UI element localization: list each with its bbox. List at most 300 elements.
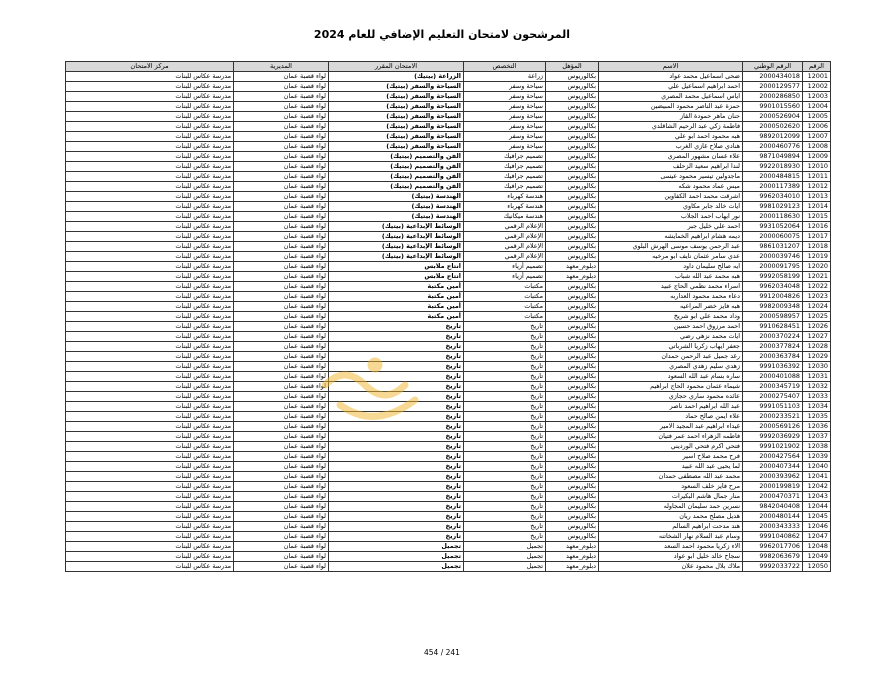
exam-center-cell: مدرسة عكاس للبنات [66,392,234,402]
name-cell: عبد الله ابراهيم احمد ناصر [599,402,743,412]
seat-number-cell: 12034 [803,402,831,412]
table-row [66,412,831,422]
exam-center-cell: مدرسة عكاس للبنات [66,362,234,372]
specialization-cell: تاريخ [464,502,546,512]
national-id-cell: 9910628451 [743,322,803,332]
assigned-exam-cell: تاريخ [329,332,464,342]
name-cell: هند مدحت ابراهيم السالم [599,522,743,532]
table-row [66,292,831,302]
exam-center-cell: مدرسة عكاس للبنات [66,562,234,572]
assigned-exam-cell: السياحة والسفر (بيتيك) [329,142,464,152]
specialization-cell: تاريخ [464,332,546,342]
directorate-cell: لواء قصبة عمان [234,122,329,132]
qualification-cell: بكالوريوس [546,362,599,372]
specialization-cell: سياحة وسفر [464,112,546,122]
directorate-cell: لواء قصبة عمان [234,282,329,292]
table-row [66,222,831,232]
directorate-cell: لواء قصبة عمان [234,522,329,532]
specialization-cell: تاريخ [464,532,546,542]
directorate-cell: لواء قصبة عمان [234,442,329,452]
exam-center-cell: مدرسة عكاس للبنات [66,212,234,222]
assigned-exam-cell: الزراعة (بيتيك) [329,72,464,82]
name-cell: رغد جميل عبد الرحمن حمدان [599,352,743,362]
exam-center-cell: مدرسة عكاس للبنات [66,272,234,282]
table-row [66,552,831,562]
qualification-cell: دبلوم_معهد [546,542,599,552]
directorate-cell: لواء قصبة عمان [234,492,329,502]
table-row [66,162,831,172]
name-cell: الاء زكريا محمود احمد السعد [599,542,743,552]
seat-number-cell: 12008 [803,142,831,152]
exam-center-cell: مدرسة عكاس للبنات [66,342,234,352]
national-id-cell: 9842040408 [743,502,803,512]
qualification-cell: بكالوريوس [546,282,599,292]
seat-number-cell: 12003 [803,92,831,102]
seat-number-cell: 12024 [803,302,831,312]
national-id-cell: 2000117389 [743,182,803,192]
assigned-exam-cell: تجميل [329,542,464,552]
specialization-cell: الإعلام الرقمي [464,242,546,252]
seat-number-cell: 12026 [803,322,831,332]
qualification-cell: بكالوريوس [546,292,599,302]
assigned-exam-cell: الوسائط الإبداعية (بيتيك) [329,242,464,252]
specialization-cell: تاريخ [464,392,546,402]
header-national-id: الرقم الوطني [743,62,803,72]
table-row [66,332,831,342]
exam-center-cell: مدرسة عكاس للبنات [66,82,234,92]
directorate-cell: لواء قصبة عمان [234,242,329,252]
specialization-cell: تجميل [464,542,546,552]
seat-number-cell: 12047 [803,532,831,542]
exam-center-cell: مدرسة عكاس للبنات [66,432,234,442]
national-id-cell: 2000407344 [743,462,803,472]
table-row [66,212,831,222]
directorate-cell: لواء قصبة عمان [234,172,329,182]
specialization-cell: تاريخ [464,462,546,472]
table-row [66,442,831,452]
name-cell: هبه محمود احمد ابو علي [599,132,743,142]
name-cell: دعاء محمد محمود العداربه [599,292,743,302]
qualification-cell: بكالوريوس [546,242,599,252]
name-cell: نور ايهاب احمد الجلاب [599,212,743,222]
national-id-cell: 2000393962 [743,472,803,482]
table-row [66,282,831,292]
table-row [66,322,831,332]
qualification-cell: بكالوريوس [546,132,599,142]
exam-center-cell: مدرسة عكاس للبنات [66,302,234,312]
name-cell: حمزة عبد الناصر محمود المبيضين [599,102,743,112]
header-directorate: المديرية [234,62,329,72]
specialization-cell: سياحة وسفر [464,142,546,152]
directorate-cell: لواء قصبة عمان [234,482,329,492]
exam-center-cell: مدرسة عكاس للبنات [66,472,234,482]
seat-number-cell: 12002 [803,82,831,92]
directorate-cell: لواء قصبة عمان [234,262,329,272]
table-row [66,312,831,322]
exam-center-cell: مدرسة عكاس للبنات [66,262,234,272]
qualification-cell: بكالوريوس [546,502,599,512]
national-id-cell: 2000060075 [743,232,803,242]
exam-center-cell: مدرسة عكاس للبنات [66,252,234,262]
assigned-exam-cell: تاريخ [329,502,464,512]
directorate-cell: لواء قصبة عمان [234,152,329,162]
specialization-cell: تاريخ [464,522,546,532]
directorate-cell: لواء قصبة عمان [234,162,329,172]
table-row [66,542,831,552]
exam-center-cell: مدرسة عكاس للبنات [66,502,234,512]
name-cell: هديل مصلح محمد ريان [599,512,743,522]
name-cell: ديمه هشام ابراهيم الخمايشه [599,232,743,242]
specialization-cell: تصميم أزياء [464,262,546,272]
table-row [66,112,831,122]
name-cell: غيداء ابراهيم عبد المجيد الامير [599,422,743,432]
directorate-cell: لواء قصبة عمان [234,112,329,122]
table-row [66,342,831,352]
directorate-cell: لواء قصبة عمان [234,212,329,222]
national-id-cell: 2000118630 [743,212,803,222]
seat-number-cell: 12039 [803,452,831,462]
national-id-cell: 9992058199 [743,272,803,282]
qualification-cell: بكالوريوس [546,142,599,152]
national-id-cell: 9982009348 [743,302,803,312]
seat-number-cell: 12030 [803,362,831,372]
table-row [66,392,831,402]
directorate-cell: لواء قصبة عمان [234,252,329,262]
seat-number-cell: 12023 [803,292,831,302]
national-id-cell: 2000345719 [743,382,803,392]
directorate-cell: لواء قصبة عمان [234,412,329,422]
table-row [66,422,831,432]
qualification-cell: بكالوريوس [546,442,599,452]
qualification-cell: بكالوريوس [546,352,599,362]
specialization-cell: هندسة كهرباء [464,192,546,202]
table-row [66,122,831,132]
qualification-cell: دبلوم_معهد [546,262,599,272]
exam-center-cell: مدرسة عكاس للبنات [66,422,234,432]
exam-center-cell: مدرسة عكاس للبنات [66,462,234,472]
directorate-cell: لواء قصبة عمان [234,82,329,92]
seat-number-cell: 12007 [803,132,831,142]
specialization-cell: تاريخ [464,512,546,522]
qualification-cell: بكالوريوس [546,82,599,92]
specialization-cell: تجميل [464,552,546,562]
seat-number-cell: 12006 [803,122,831,132]
table-row [66,302,831,312]
specialization-cell: تاريخ [464,352,546,362]
name-cell: لما يحيى عبد الله عبيد [599,462,743,472]
qualification-cell: بكالوريوس [546,472,599,482]
specialization-cell: سياحة وسفر [464,92,546,102]
exam-center-cell: مدرسة عكاس للبنات [66,102,234,112]
assigned-exam-cell: تاريخ [329,512,464,522]
national-id-cell: 9912004826 [743,292,803,302]
assigned-exam-cell: تاريخ [329,452,464,462]
name-cell: وسام عبد السلام نهار الشخاتنه [599,532,743,542]
assigned-exam-cell: الهندسة (بيتيك) [329,212,464,222]
name-cell: احمد مرزوق احمد حسين [599,322,743,332]
directorate-cell: لواء قصبة عمان [234,312,329,322]
national-id-cell: 2000526904 [743,112,803,122]
national-id-cell: 2000275407 [743,392,803,402]
specialization-cell: تاريخ [464,382,546,392]
name-cell: ايات محمد نزهي رضي [599,332,743,342]
specialization-cell: تاريخ [464,322,546,332]
specialization-cell: تاريخ [464,342,546,352]
name-cell: علاء غسان مشهور المصري [599,152,743,162]
national-id-cell: 2000363784 [743,352,803,362]
table-row [66,562,831,572]
seat-number-cell: 12018 [803,242,831,252]
name-cell: ساره بسام عبد الله السعود [599,372,743,382]
specialization-cell: تصميم جرافيك [464,152,546,162]
specialization-cell: الإعلام الرقمي [464,252,546,262]
table-row [66,512,831,522]
national-id-cell: 2000569126 [743,422,803,432]
seat-number-cell: 12042 [803,482,831,492]
assigned-exam-cell: تاريخ [329,522,464,532]
specialization-cell: مكتبات [464,292,546,302]
directorate-cell: لواء قصبة عمان [234,272,329,282]
directorate-cell: لواء قصبة عمان [234,182,329,192]
seat-number-cell: 12001 [803,72,831,82]
seat-number-cell: 12040 [803,462,831,472]
name-cell: شيماء عثمان محمود الحاج ابراهيم [599,382,743,392]
seat-number-cell: 12035 [803,412,831,422]
national-id-cell: 9991051103 [743,402,803,412]
seat-number-cell: 12032 [803,382,831,392]
seat-number-cell: 12041 [803,472,831,482]
assigned-exam-cell: تجميل [329,562,464,572]
specialization-cell: تاريخ [464,422,546,432]
assigned-exam-cell: الوسائط الإبداعية (بيتيك) [329,232,464,242]
seat-number-cell: 12012 [803,182,831,192]
specialization-cell: تاريخ [464,432,546,442]
directorate-cell: لواء قصبة عمان [234,372,329,382]
seat-number-cell: 12014 [803,202,831,212]
national-id-cell: 2000427564 [743,452,803,462]
seat-number-cell: 12016 [803,222,831,232]
name-cell: حنان ماهر حمودة القاز [599,112,743,122]
qualification-cell: بكالوريوس [546,222,599,232]
national-id-cell: 2000598957 [743,312,803,322]
table-row [66,152,831,162]
name-cell: نسرين حمد سليمان المجاوله [599,502,743,512]
assigned-exam-cell: تاريخ [329,432,464,442]
specialization-cell: هندسة كهرباء [464,202,546,212]
specialization-cell: تاريخ [464,372,546,382]
name-cell: مرح فايز خلف السعود [599,482,743,492]
table-row [66,362,831,372]
assigned-exam-cell: انتاج ملابس [329,262,464,272]
name-cell: لندا ابراهيم سعيد الزحلف [599,162,743,172]
seat-number-cell: 12048 [803,542,831,552]
directorate-cell: لواء قصبة عمان [234,362,329,372]
name-cell: ملاك بلال محمود علان [599,562,743,572]
name-cell: ايه صالح سليمان داود [599,262,743,272]
national-id-cell: 2000470371 [743,492,803,502]
table-row [66,182,831,192]
qualification-cell: بكالوريوس [546,402,599,412]
qualification-cell: بكالوريوس [546,392,599,402]
specialization-cell: تاريخ [464,452,546,462]
name-cell: هبه فايز خضر المراعيه [599,302,743,312]
qualification-cell: بكالوريوس [546,192,599,202]
seat-number-cell: 12046 [803,522,831,532]
directorate-cell: لواء قصبة عمان [234,332,329,342]
table-row [66,382,831,392]
qualification-cell: بكالوريوس [546,412,599,422]
assigned-exam-cell: تاريخ [329,462,464,472]
seat-number-cell: 12004 [803,102,831,112]
specialization-cell: سياحة وسفر [464,122,546,132]
directorate-cell: لواء قصبة عمان [234,292,329,302]
national-id-cell: 2000401088 [743,372,803,382]
seat-number-cell: 12025 [803,312,831,322]
seat-number-cell: 12036 [803,422,831,432]
seat-number-cell: 12045 [803,512,831,522]
table-header-row [66,62,831,72]
name-cell: اشرقت محمد احمد الكفاوين [599,192,743,202]
table-row [66,102,831,112]
exam-center-cell: مدرسة عكاس للبنات [66,532,234,542]
qualification-cell: بكالوريوس [546,182,599,192]
exam-center-cell: مدرسة عكاس للبنات [66,312,234,322]
table-row [66,202,831,212]
exam-center-cell: مدرسة عكاس للبنات [66,352,234,362]
directorate-cell: لواء قصبة عمان [234,222,329,232]
table-row [66,252,831,262]
national-id-cell: 2000480144 [743,512,803,522]
assigned-exam-cell: السياحة والسفر (بيتيك) [329,132,464,142]
seat-number-cell: 12017 [803,232,831,242]
seat-number-cell: 12029 [803,352,831,362]
qualification-cell: بكالوريوس [546,172,599,182]
seat-number-cell: 12010 [803,162,831,172]
qualification-cell: دبلوم_معهد [546,272,599,282]
specialization-cell: سياحة وسفر [464,82,546,92]
qualification-cell: بكالوريوس [546,422,599,432]
directorate-cell: لواء قصبة عمان [234,132,329,142]
assigned-exam-cell: الفن والتصميم (بيتيك) [329,162,464,172]
name-cell: وداد محمد علي ابو شريخ [599,312,743,322]
national-id-cell: 2000233521 [743,412,803,422]
name-cell: سجاح خالد خليل ابو عواد [599,552,743,562]
assigned-exam-cell: تاريخ [329,352,464,362]
name-cell: فتحي اكرم فتحي الورديني [599,442,743,452]
directorate-cell: لواء قصبة عمان [234,192,329,202]
seat-number-cell: 12011 [803,172,831,182]
table-row [66,462,831,472]
qualification-cell: بكالوريوس [546,202,599,212]
exam-center-cell: مدرسة عكاس للبنات [66,332,234,342]
exam-center-cell: مدرسة عكاس للبنات [66,482,234,492]
qualification-cell: بكالوريوس [546,532,599,542]
specialization-cell: الإعلام الرقمي [464,232,546,242]
name-cell: فاطمه الزهراء احمد عمر فتيان [599,432,743,442]
name-cell: عدي سامر عثمان نايف ابو مرخيه [599,252,743,262]
table-row [66,92,831,102]
exam-center-cell: مدرسة عكاس للبنات [66,232,234,242]
national-id-cell: 2000434018 [743,72,803,82]
seat-number-cell: 12033 [803,392,831,402]
exam-center-cell: مدرسة عكاس للبنات [66,402,234,412]
header-qualification: المؤهل [546,62,599,72]
assigned-exam-cell: أمين مكتبة [329,312,464,322]
directorate-cell: لواء قصبة عمان [234,432,329,442]
assigned-exam-cell: تاريخ [329,362,464,372]
exam-center-cell: مدرسة عكاس للبنات [66,322,234,332]
national-id-cell: 2000286850 [743,92,803,102]
header-seat-number: الرقم [803,62,831,72]
assigned-exam-cell: الهندسة (بيتيك) [329,192,464,202]
exam-center-cell: مدرسة عكاس للبنات [66,382,234,392]
table-row [66,82,831,92]
assigned-exam-cell: تاريخ [329,492,464,502]
specialization-cell: تاريخ [464,472,546,482]
national-id-cell: 9981029123 [743,202,803,212]
table-row [66,242,831,252]
seat-number-cell: 12009 [803,152,831,162]
header-name: الاسم [599,62,743,72]
specialization-cell: هندسة ميكانيك [464,212,546,222]
table-row [66,482,831,492]
directorate-cell: لواء قصبة عمان [234,322,329,332]
table-row [66,492,831,502]
qualification-cell: بكالوريوس [546,482,599,492]
qualification-cell: بكالوريوس [546,102,599,112]
name-cell: منار جمال هاشم البكيرات [599,492,743,502]
qualification-cell: بكالوريوس [546,322,599,332]
qualification-cell: بكالوريوس [546,522,599,532]
exam-center-cell: مدرسة عكاس للبنات [66,372,234,382]
specialization-cell: تصميم أزياء [464,272,546,282]
assigned-exam-cell: الفن والتصميم (بيتيك) [329,182,464,192]
exam-center-cell: مدرسة عكاس للبنات [66,242,234,252]
exam-center-cell: مدرسة عكاس للبنات [66,512,234,522]
assigned-exam-cell: الفن والتصميم (بيتيك) [329,172,464,182]
assigned-exam-cell: الهندسة (بيتيك) [329,202,464,212]
name-cell: عائده محمود ساري حجازي [599,392,743,402]
name-cell: فاطمة زكي عبد الرحيم الشاقلدي [599,122,743,132]
national-id-cell: 2000484815 [743,172,803,182]
directorate-cell: لواء قصبة عمان [234,542,329,552]
directorate-cell: لواء قصبة عمان [234,512,329,522]
directorate-cell: لواء قصبة عمان [234,342,329,352]
qualification-cell: بكالوريوس [546,252,599,262]
directorate-cell: لواء قصبة عمان [234,142,329,152]
national-id-cell: 9992033722 [743,562,803,572]
assigned-exam-cell: أمين مكتبة [329,292,464,302]
header-exam-center: مركز الامتحان [66,62,234,72]
assigned-exam-cell: أمين مكتبة [329,282,464,292]
specialization-cell: تصميم جرافيك [464,162,546,172]
header-assigned-exam: الامتحان المقرر [329,62,464,72]
national-id-cell: 2000377824 [743,342,803,352]
name-cell: ضحى اسماعيل محمد عواد [599,72,743,82]
specialization-cell: مكتبات [464,312,546,322]
assigned-exam-cell: الوسائط الإبداعية (بيتيك) [329,252,464,262]
table-row [66,172,831,182]
assigned-exam-cell: الوسائط الإبداعية (بيتيك) [329,222,464,232]
national-id-cell: 2000129577 [743,82,803,92]
assigned-exam-cell: تاريخ [329,532,464,542]
national-id-cell: 9892012099 [743,132,803,142]
qualification-cell: بكالوريوس [546,122,599,132]
specialization-cell: زراعة [464,72,546,82]
qualification-cell: بكالوريوس [546,112,599,122]
national-id-cell: 2000460776 [743,142,803,152]
exam-center-cell: مدرسة عكاس للبنات [66,192,234,202]
